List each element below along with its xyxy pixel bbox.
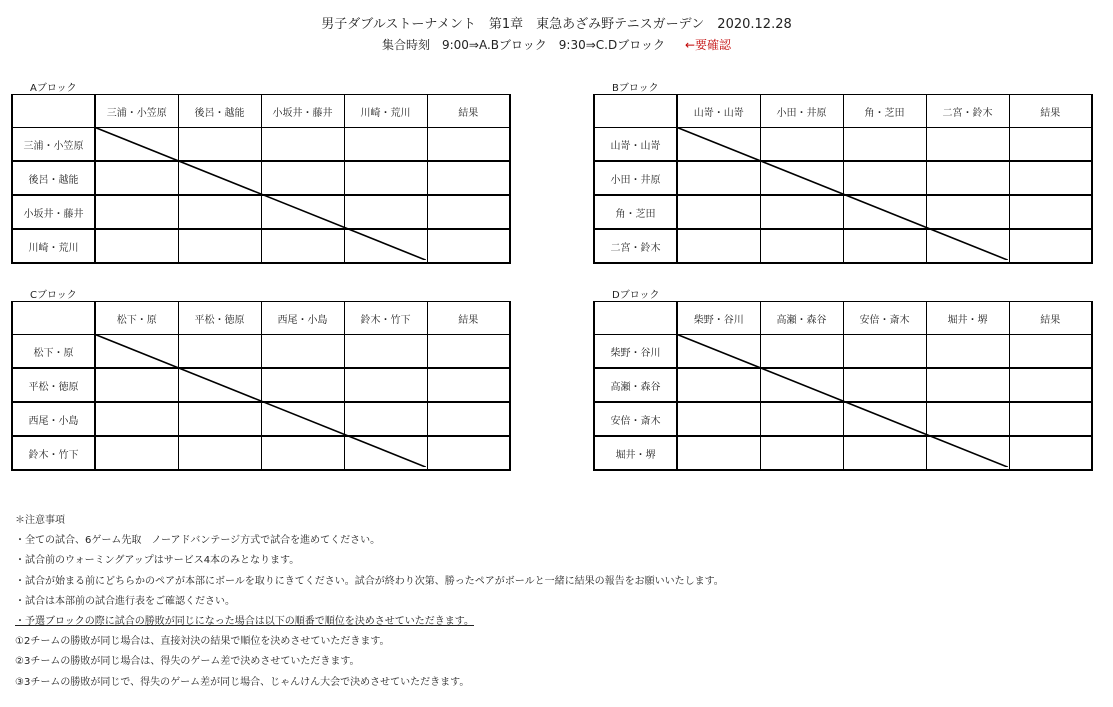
round-robin-table bbox=[593, 301, 1093, 471]
score-cell bbox=[261, 229, 344, 263]
score-cell bbox=[926, 229, 1009, 263]
column-header-team: 鈴木・竹下 bbox=[344, 302, 427, 335]
score-cell bbox=[178, 128, 261, 162]
note-line: ・試合前のウォーミングアップはサービス4本のみとなります。 bbox=[15, 555, 300, 567]
column-header-team: 平松・徳原 bbox=[178, 302, 261, 335]
result-cell bbox=[1009, 195, 1092, 229]
row-header-team: 高瀬・森谷 bbox=[594, 368, 677, 402]
result-cell bbox=[1009, 402, 1092, 436]
score-cell bbox=[178, 161, 261, 195]
score-cell bbox=[926, 195, 1009, 229]
score-cell bbox=[760, 229, 843, 263]
row-header-team: 三浦・小笠原 bbox=[12, 128, 95, 162]
score-cell bbox=[926, 402, 1009, 436]
column-header-team: 山嵜・山嵜 bbox=[677, 95, 760, 128]
row-header-team: 鈴木・竹下 bbox=[12, 436, 95, 470]
score-cell bbox=[760, 368, 843, 402]
score-cell bbox=[843, 436, 926, 470]
score-cell bbox=[261, 161, 344, 195]
result-cell bbox=[427, 436, 510, 470]
notes-section bbox=[15, 511, 724, 693]
score-cell bbox=[760, 195, 843, 229]
row-header-team: 後呂・越能 bbox=[12, 161, 95, 195]
score-cell bbox=[677, 128, 760, 162]
score-cell bbox=[344, 229, 427, 263]
score-cell bbox=[95, 128, 178, 162]
column-header-team: 川崎・荒川 bbox=[344, 95, 427, 128]
result-header: 結果 bbox=[427, 95, 510, 128]
result-cell bbox=[1009, 161, 1092, 195]
score-cell bbox=[760, 436, 843, 470]
result-cell bbox=[427, 402, 510, 436]
score-cell bbox=[95, 229, 178, 263]
column-header-team: 三浦・小笠原 bbox=[95, 95, 178, 128]
score-cell bbox=[178, 195, 261, 229]
block-label: Cブロック bbox=[30, 290, 77, 301]
score-cell bbox=[677, 195, 760, 229]
column-header-team: 安倍・斎木 bbox=[843, 302, 926, 335]
result-cell bbox=[427, 128, 510, 162]
score-cell bbox=[760, 128, 843, 162]
score-cell bbox=[178, 229, 261, 263]
score-cell bbox=[843, 368, 926, 402]
score-cell bbox=[843, 335, 926, 369]
note-line: ・試合が始まる前にどちらかのペアが本部にボールを取りにきてください。試合が終わり次第、勝ったペアがボールと一緒に結果の報告をお願いいたします。 bbox=[15, 575, 724, 587]
result-cell bbox=[427, 161, 510, 195]
result-cell bbox=[427, 195, 510, 229]
block-label: Aブロック bbox=[30, 83, 77, 94]
score-cell bbox=[344, 368, 427, 402]
result-cell bbox=[427, 368, 510, 402]
score-cell bbox=[178, 436, 261, 470]
round-robin-table bbox=[593, 94, 1093, 264]
score-cell bbox=[95, 402, 178, 436]
column-header-team: 後呂・越能 bbox=[178, 95, 261, 128]
result-cell bbox=[1009, 128, 1092, 162]
row-header-team: 柴野・谷川 bbox=[594, 335, 677, 369]
score-cell bbox=[344, 402, 427, 436]
score-cell bbox=[843, 402, 926, 436]
corner-cell bbox=[594, 302, 677, 335]
score-cell bbox=[261, 368, 344, 402]
score-cell bbox=[261, 436, 344, 470]
round-robin-table bbox=[11, 94, 511, 264]
result-cell bbox=[427, 229, 510, 263]
row-header-team: 堀井・堺 bbox=[594, 436, 677, 470]
row-header-team: 平松・徳原 bbox=[12, 368, 95, 402]
row-header-team: 松下・原 bbox=[12, 335, 95, 369]
result-cell bbox=[427, 335, 510, 369]
block-label: Dブロック bbox=[612, 290, 660, 301]
row-header-team: 小田・井原 bbox=[594, 161, 677, 195]
notes-heading: ＊注意事項 bbox=[15, 515, 65, 526]
result-cell bbox=[1009, 229, 1092, 263]
row-header-team: 西尾・小島 bbox=[12, 402, 95, 436]
score-cell bbox=[95, 161, 178, 195]
score-cell bbox=[926, 161, 1009, 195]
note-line: ②3チームの勝敗が同じ場合は、得失のゲーム差で決めさせていただきます。 bbox=[15, 656, 360, 668]
column-header-team: 堀井・堺 bbox=[926, 302, 1009, 335]
score-cell bbox=[926, 436, 1009, 470]
score-cell bbox=[261, 128, 344, 162]
score-cell bbox=[677, 229, 760, 263]
page-subtitle bbox=[0, 36, 1113, 53]
score-cell bbox=[843, 161, 926, 195]
corner-cell bbox=[12, 302, 95, 335]
score-cell bbox=[843, 128, 926, 162]
row-header-team: 二宮・鈴木 bbox=[594, 229, 677, 263]
note-line: ・予選ブロックの際に試合の勝敗が同じになった場合は以下の順番で順位を決めさせていただきます。 bbox=[15, 616, 474, 628]
score-cell bbox=[677, 402, 760, 436]
confirm-warning: ←要確認 bbox=[684, 38, 732, 52]
score-cell bbox=[261, 402, 344, 436]
row-header-team: 小坂井・藤井 bbox=[12, 195, 95, 229]
page-title: 男子ダブルストーナメント 第1章 東急あざみ野テニスガーデン 2020.12.28 bbox=[321, 17, 792, 32]
note-line: ①2チームの勝敗が同じ場合は、直接対決の結果で順位を決めさせていただきます。 bbox=[15, 636, 390, 648]
row-header-team: 川崎・荒川 bbox=[12, 229, 95, 263]
result-cell bbox=[1009, 335, 1092, 369]
score-cell bbox=[926, 335, 1009, 369]
column-header-team: 西尾・小島 bbox=[261, 302, 344, 335]
column-header-team: 角・芝田 bbox=[843, 95, 926, 128]
note-line: ・全ての試合、6ゲーム先取 ノーアドバンテージ方式で試合を進めてください。 bbox=[15, 535, 381, 547]
score-cell bbox=[677, 335, 760, 369]
block-label: Bブロック bbox=[612, 83, 659, 94]
column-header-team: 小坂井・藤井 bbox=[261, 95, 344, 128]
score-cell bbox=[178, 402, 261, 436]
result-header: 結果 bbox=[427, 302, 510, 335]
row-header-team: 角・芝田 bbox=[594, 195, 677, 229]
result-header: 結果 bbox=[1009, 95, 1092, 128]
corner-cell bbox=[12, 95, 95, 128]
column-header-team: 小田・井原 bbox=[760, 95, 843, 128]
result-cell bbox=[1009, 436, 1092, 470]
score-cell bbox=[344, 128, 427, 162]
score-cell bbox=[95, 335, 178, 369]
score-cell bbox=[677, 436, 760, 470]
score-cell bbox=[760, 335, 843, 369]
score-cell bbox=[344, 161, 427, 195]
score-cell bbox=[760, 402, 843, 436]
score-cell bbox=[178, 335, 261, 369]
round-robin-table bbox=[11, 301, 511, 471]
column-header-team: 二宮・鈴木 bbox=[926, 95, 1009, 128]
column-header-team: 柴野・谷川 bbox=[677, 302, 760, 335]
column-header-team: 松下・原 bbox=[95, 302, 178, 335]
score-cell bbox=[760, 161, 843, 195]
score-cell bbox=[178, 368, 261, 402]
result-cell bbox=[1009, 368, 1092, 402]
score-cell bbox=[344, 195, 427, 229]
score-cell bbox=[261, 335, 344, 369]
assembly-time-text: 集合時刻 9:00⇒A.Bブロック 9:30⇒C.Dブロック bbox=[381, 38, 665, 52]
result-header: 結果 bbox=[1009, 302, 1092, 335]
score-cell bbox=[926, 368, 1009, 402]
score-cell bbox=[344, 335, 427, 369]
score-cell bbox=[677, 368, 760, 402]
score-cell bbox=[95, 195, 178, 229]
score-cell bbox=[926, 128, 1009, 162]
score-cell bbox=[261, 195, 344, 229]
note-line: ・試合は本部前の試合進行表をご確認ください。 bbox=[15, 595, 235, 607]
row-header-team: 山嵜・山嵜 bbox=[594, 128, 677, 162]
score-cell bbox=[95, 436, 178, 470]
score-cell bbox=[843, 229, 926, 263]
score-cell bbox=[95, 368, 178, 402]
note-line: ③3チームの勝敗が同じで、得失のゲーム差が同じ場合、じゃんけん大会で決めさせていただきます。 bbox=[15, 676, 470, 688]
column-header-team: 高瀬・森谷 bbox=[760, 302, 843, 335]
score-cell bbox=[677, 161, 760, 195]
corner-cell bbox=[594, 95, 677, 128]
score-cell bbox=[843, 195, 926, 229]
score-cell bbox=[344, 436, 427, 470]
row-header-team: 安倍・斎木 bbox=[594, 402, 677, 436]
